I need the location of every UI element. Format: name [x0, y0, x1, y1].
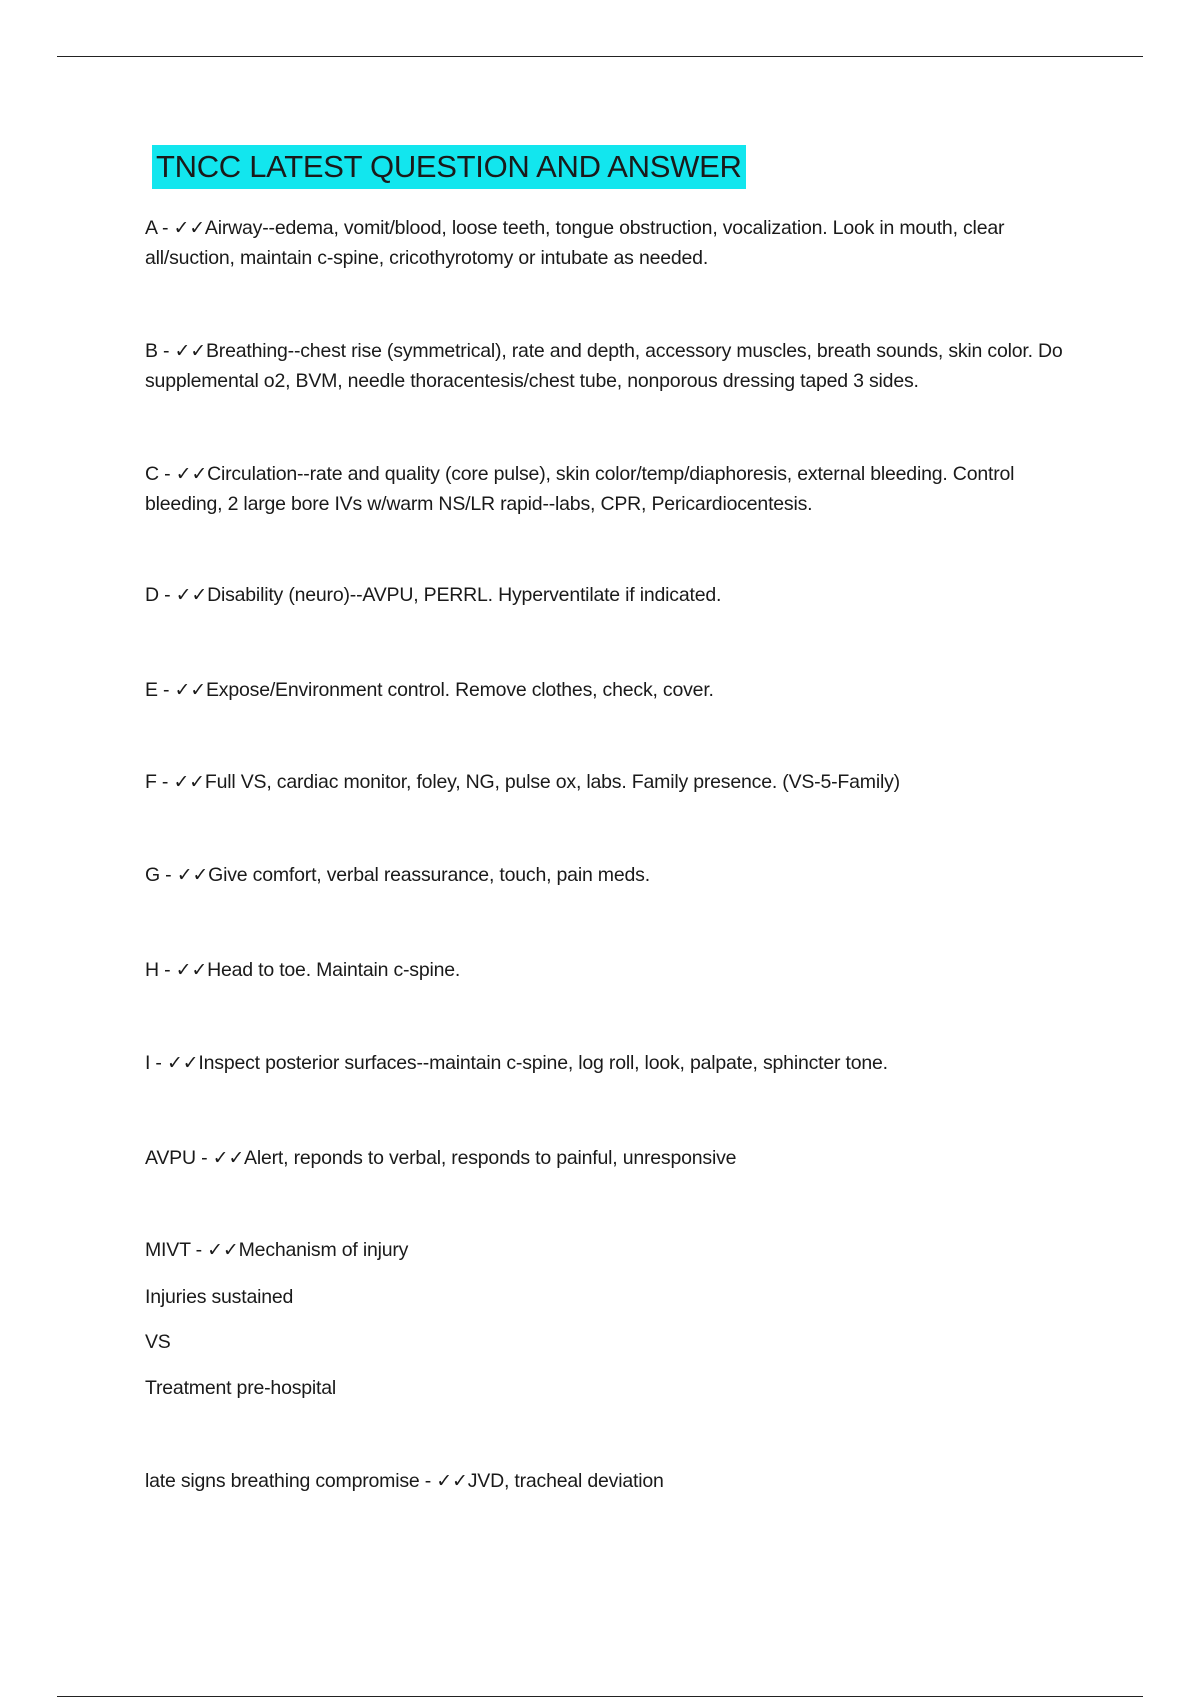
qa-entry-late-signs: late signs breathing compromise - ✓✓JVD, tracheal deviation: [145, 1470, 664, 1492]
qa-entry-c: C - ✓✓Circulation--rate and quality (core pulse), skin color/temp/diaphoresis, external bleeding. Control bleeding, 2 large bore IVs w/warm NS/LR rapid--labs, CPR, Pericardiocentesis.: [145, 463, 1015, 515]
qa-entry-e: E - ✓✓Expose/Environment control. Remove clothes, check, cover.: [145, 679, 714, 701]
qa-entry-mivt: MIVT - ✓✓Mechanism of injury: [145, 1239, 409, 1261]
qa-entry-f: F - ✓✓Full VS, cardiac monitor, foley, NG, pulse ox, labs. Family presence. (VS-5-Family): [145, 771, 900, 793]
entry-term: MIVT: [145, 1239, 191, 1261]
document-title: TNCC LATEST QUESTION AND ANSWER: [152, 145, 746, 189]
entry-answer: JVD, tracheal deviation: [467, 1470, 664, 1492]
entry-answer: Airway--edema, vomit/blood, loose teeth, tongue obstruction, vocalization. Look in mouth, clear all/suction, maintain c-spine, cricothyrotomy or intubate as needed.: [145, 217, 1005, 269]
entry-answer: Disability (neuro)--AVPU, PERRL. Hyperventilate if indicated.: [207, 584, 722, 606]
qa-entry-d: D - ✓✓Disability (neuro)--AVPU, PERRL. Hyperventilate if indicated.: [145, 584, 722, 606]
check-marks-icon: ✓✓: [436, 1470, 468, 1492]
qa-entry-b: B - ✓✓Breathing--chest rise (symmetrical), rate and depth, accessory muscles, breath sounds, skin color. Do supplemental o2, BVM, needle thoracentesis/chest tube, nonporous dressing taped 3 sides.: [145, 340, 1063, 392]
entry-term: B: [145, 340, 158, 362]
mivt-line-injuries: Injuries sustained: [145, 1286, 294, 1308]
check-marks-icon: ✓✓: [175, 463, 208, 485]
entry-answer: Inspect posterior surfaces--maintain c-spine, log roll, look, palpate, sphincter tone.: [198, 1052, 888, 1074]
check-marks-icon: ✓✓: [173, 217, 205, 239]
footer-rule: [57, 1696, 1143, 1697]
mivt-line-vs: VS: [145, 1331, 171, 1353]
entry-answer: Alert, reponds to verbal, responds to painful, unresponsive: [244, 1147, 737, 1169]
check-marks-icon: ✓✓: [175, 959, 208, 981]
entry-answer: Breathing--chest rise (symmetrical), rate and depth, accessory muscles, breath sounds, skin color. Do supplemental o2, BVM, needle thoracentesis/chest tube, nonporous dressing taped 3 sides.: [145, 340, 1063, 392]
entry-term: A: [145, 217, 157, 239]
check-marks-icon: ✓✓: [173, 771, 205, 793]
entry-term: late signs breathing compromise: [145, 1470, 420, 1492]
entry-term: H: [145, 959, 159, 981]
check-marks-icon: ✓✓: [175, 584, 208, 606]
entry-term: F: [145, 771, 157, 793]
entry-answer: Expose/Environment control. Remove clothes, check, cover.: [206, 679, 714, 701]
check-marks-icon: ✓✓: [176, 864, 209, 886]
entry-term: I: [145, 1052, 151, 1074]
check-marks-icon: ✓✓: [174, 679, 206, 701]
entry-term: C: [145, 463, 159, 485]
qa-entry-a: A - ✓✓Airway--edema, vomit/blood, loose teeth, tongue obstruction, vocalization. Look in mouth, clear all/suction, maintain c-spine, cricothyrotomy or intubate as needed.: [145, 217, 1005, 269]
check-marks-icon: ✓✓: [207, 1239, 239, 1261]
qa-entry-h: H - ✓✓Head to toe. Maintain c-spine.: [145, 959, 461, 981]
entry-answer: Head to toe. Maintain c-spine.: [207, 959, 461, 981]
title-block: [152, 145, 746, 189]
check-marks-icon: ✓✓: [212, 1147, 245, 1169]
entry-answer: Give comfort, verbal reassurance, touch, pain meds.: [208, 864, 650, 886]
check-marks-icon: ✓✓: [166, 1052, 199, 1074]
entry-term: G: [145, 864, 160, 886]
qa-entry-avpu: AVPU - ✓✓Alert, reponds to verbal, responds to painful, unresponsive: [145, 1147, 737, 1169]
entry-answer: Full VS, cardiac monitor, foley, NG, pulse ox, labs. Family presence. (VS-5-Family): [204, 771, 900, 793]
qa-entry-g: G - ✓✓Give comfort, verbal reassurance, touch, pain meds.: [145, 864, 650, 886]
entry-term: AVPU: [145, 1147, 196, 1169]
entry-answer: Mechanism of injury: [238, 1239, 409, 1261]
mivt-line-treatment: Treatment pre-hospital: [145, 1377, 337, 1399]
qa-entry-i: I - ✓✓Inspect posterior surfaces--maintain c-spine, log roll, look, palpate, sphincter tone.: [145, 1052, 888, 1074]
check-marks-icon: ✓✓: [174, 340, 206, 362]
entry-answer: Circulation--rate and quality (core pulse), skin color/temp/diaphoresis, external bleeding. Control bleeding, 2 large bore IVs w/warm NS/LR rapid--labs, CPR, Pericardiocentesis.: [145, 463, 1015, 515]
entry-term: E: [145, 679, 158, 701]
entry-term: D: [145, 584, 159, 606]
header-rule: [57, 56, 1143, 57]
